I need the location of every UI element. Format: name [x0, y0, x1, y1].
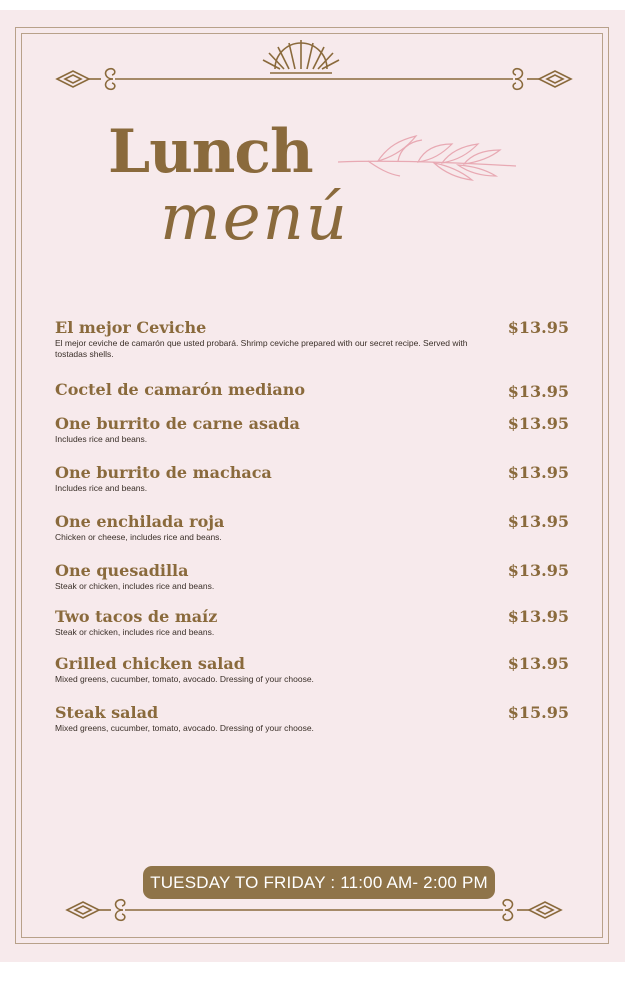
item-description: Includes rice and beans. [55, 483, 148, 493]
item-name: Grilled chicken salad [55, 654, 245, 673]
menu-item [55, 561, 575, 592]
menu-item [55, 463, 575, 494]
item-name: Steak salad [55, 703, 159, 722]
item-price: $13.95 [507, 382, 569, 401]
item-description: Chicken or cheese, includes rice and beans. [55, 532, 222, 542]
menu-item [55, 318, 575, 360]
bottom-scroll-divider-icon [65, 898, 563, 922]
menu-item [55, 607, 575, 638]
item-price: $13.95 [507, 607, 569, 626]
item-description: El mejor ceviche de camarón que usted probará. Shrimp ceviche prepared with our secret recipe. Served with tostadas shells. [55, 338, 468, 359]
item-name: Two tacos de maíz [55, 607, 218, 626]
item-name: El mejor Ceviche [55, 318, 207, 337]
menu-item [55, 654, 575, 685]
item-price: $13.95 [507, 512, 569, 531]
hours-badge: TUESDAY TO FRIDAY : 11:00 AM- 2:00 PM [143, 866, 495, 899]
item-name: Coctel de camarón mediano [55, 380, 306, 399]
menu-page [0, 10, 625, 962]
title-lunch: Lunch [108, 117, 313, 187]
item-name: One enchilada roja [55, 512, 225, 531]
item-description: Mixed greens, cucumber, tomato, avocado. Dressing of your choose. [55, 723, 314, 733]
item-price: $13.95 [507, 463, 569, 482]
item-price: $13.95 [507, 318, 569, 337]
item-price: $15.95 [507, 703, 569, 722]
item-name: One burrito de carne asada [55, 414, 300, 433]
item-price: $13.95 [507, 561, 569, 580]
title-menu: menú [160, 181, 349, 255]
leaf-sprig-icon [338, 132, 518, 192]
item-price: $13.95 [507, 654, 569, 673]
item-description: Steak or chicken, includes rice and beans. [55, 581, 215, 591]
item-name: One burrito de machaca [55, 463, 272, 482]
item-description: Mixed greens, cucumber, tomato, avocado. Dressing of your choose. [55, 674, 314, 684]
sunburst-icon [263, 40, 339, 69]
menu-item [55, 703, 575, 734]
top-scroll-divider-icon [55, 36, 573, 92]
menu-item [55, 414, 575, 445]
item-description: Steak or chicken, includes rice and beans. [55, 627, 215, 637]
item-price: $13.95 [507, 414, 569, 433]
item-description: Includes rice and beans. [55, 434, 148, 444]
item-name: One quesadilla [55, 561, 189, 580]
menu-item [55, 512, 575, 543]
menu-item [55, 380, 575, 399]
